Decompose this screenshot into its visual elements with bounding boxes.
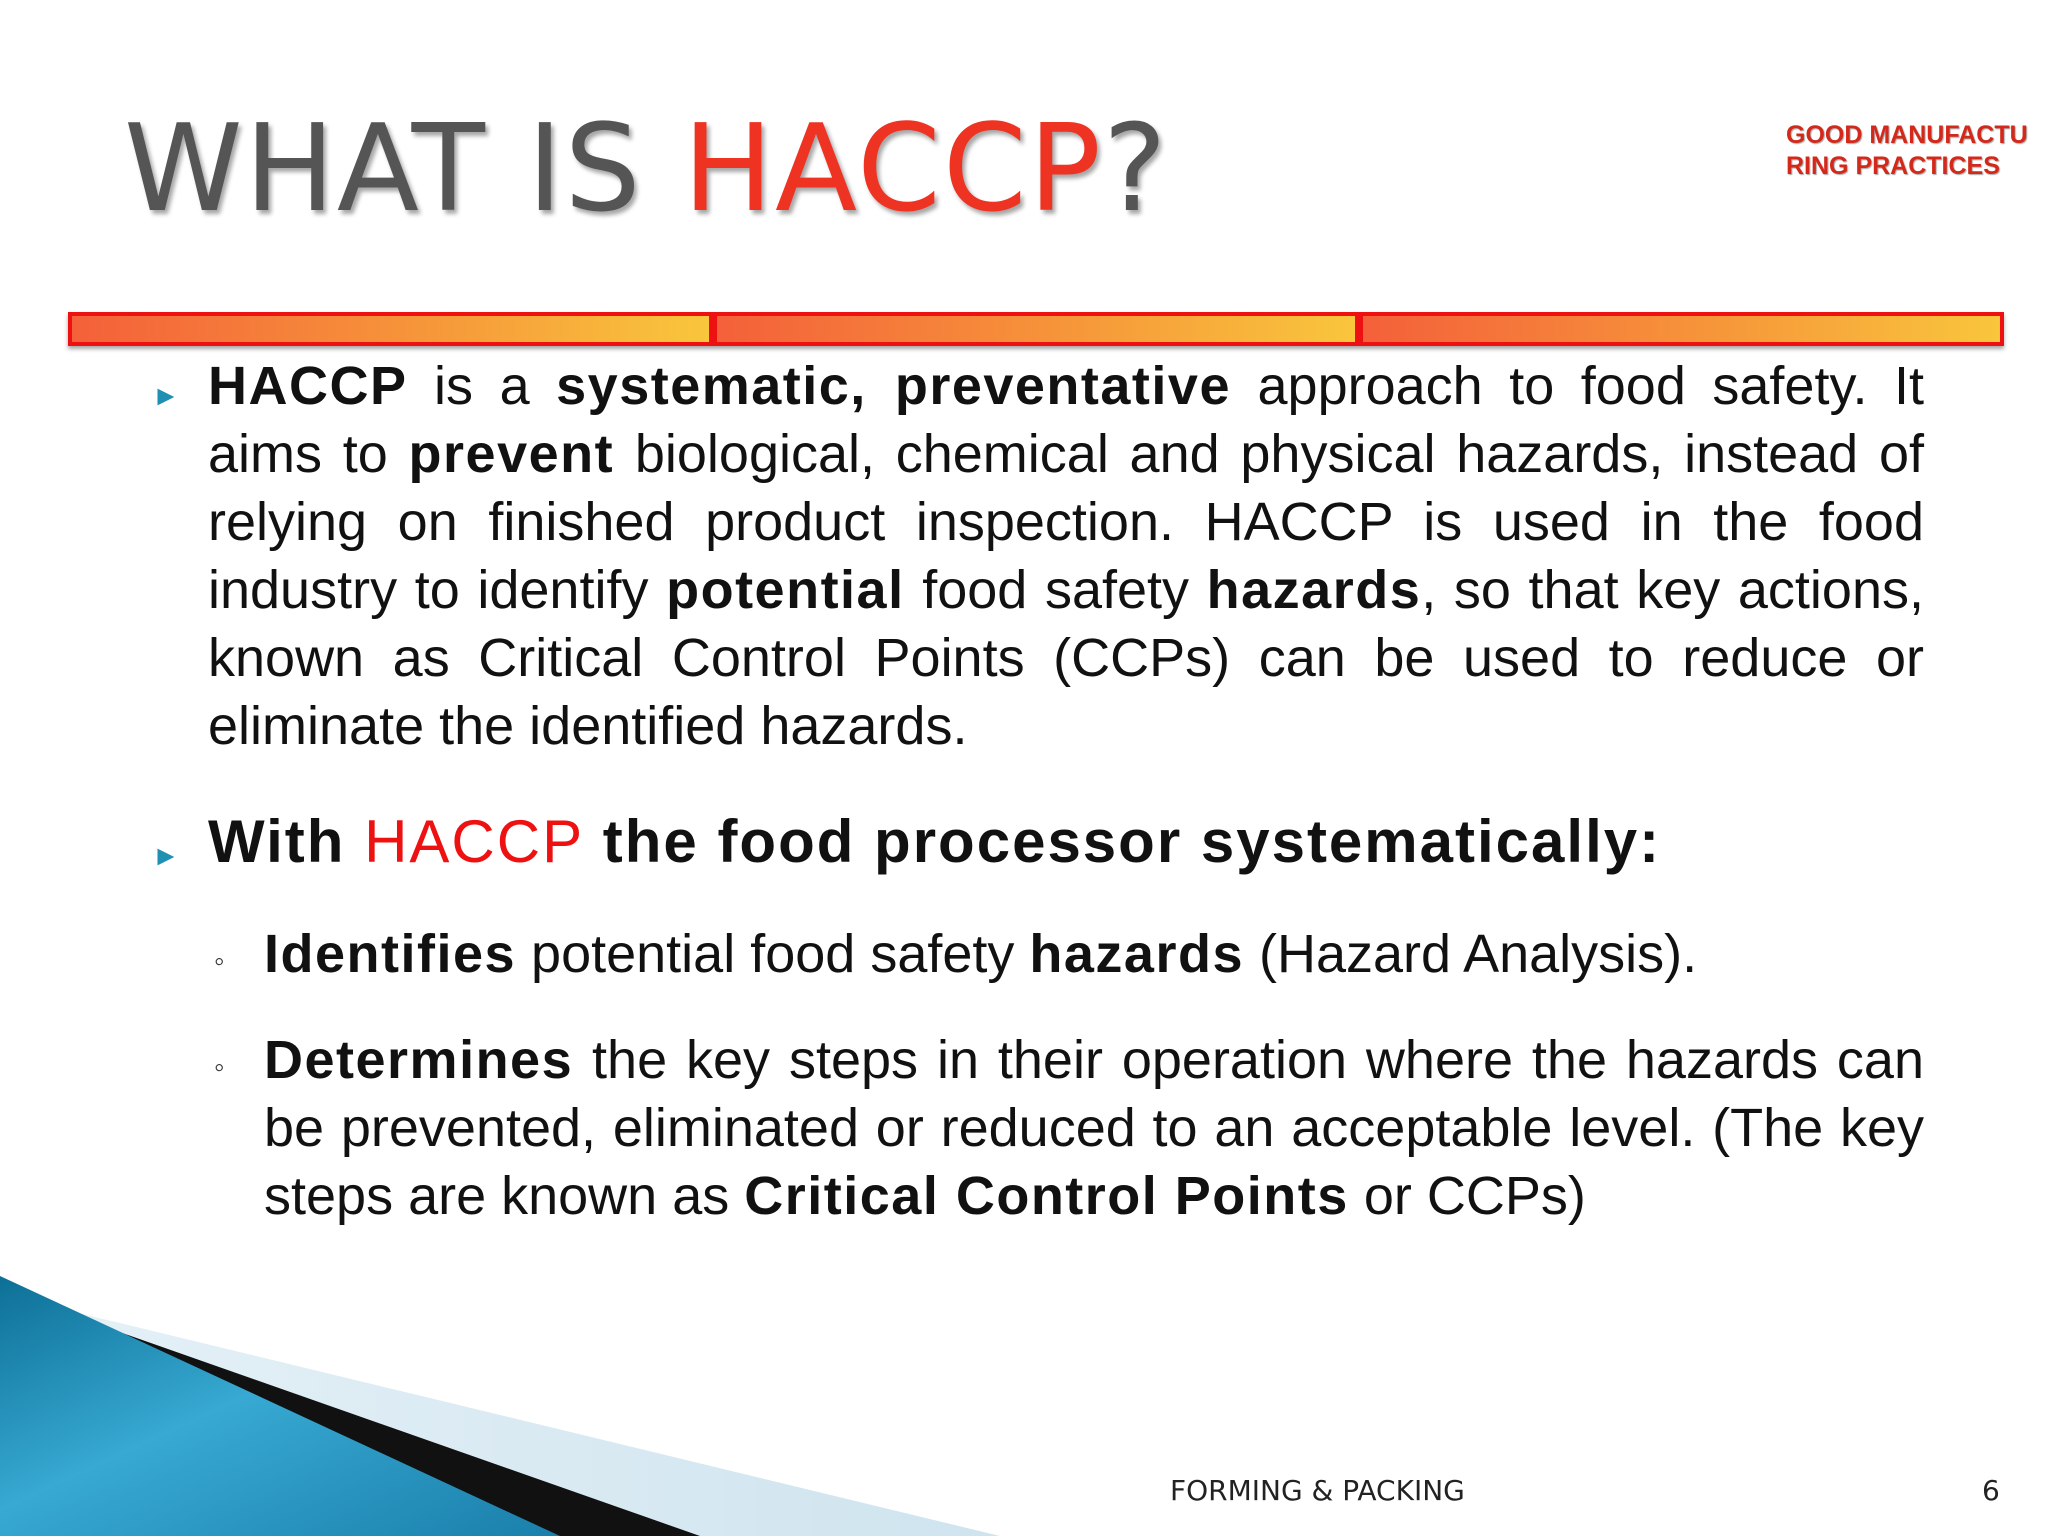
brand-label: GOOD MANUFACTURING PRACTICES xyxy=(1786,121,2028,180)
corner-blue-band xyxy=(0,1276,560,1536)
triangle-bullet-icon: ► xyxy=(152,380,180,411)
text-run: approach to food safety. It aims to xyxy=(208,356,1924,484)
bullet-haccp-definition xyxy=(152,352,1924,760)
ring-bullet-icon: ◦ xyxy=(214,1051,225,1084)
divider-segment xyxy=(68,312,713,346)
text-run-highlight: HACCP xyxy=(364,808,585,875)
text-run: (Hazard Analysis). xyxy=(1243,924,1698,984)
text-run: potential food safety xyxy=(516,924,1030,984)
sub-bullet-identifies xyxy=(214,920,1924,988)
text-run: HACCP xyxy=(208,356,408,416)
title-lead: WHAT IS xyxy=(124,100,683,239)
text-run: food safety xyxy=(904,560,1207,620)
text-run: biological, chemical and physical hazards, instead of relying on finished product inspection. HACCP is used in the food industry to identify xyxy=(208,424,1924,620)
text-run: hazards xyxy=(1029,924,1244,984)
text-run: Determines xyxy=(264,1030,574,1090)
divider-segment xyxy=(713,312,1358,346)
text-run: , so that key actions, known as Critical Control Points (CCPs) can be used to reduce or eliminate the identified hazards. xyxy=(208,560,1924,756)
text-run: systematic, preventative xyxy=(556,356,1231,416)
triangle-bullet-icon: ► xyxy=(152,840,182,871)
title-tail: ? xyxy=(1102,100,1169,239)
text-run: is a xyxy=(407,356,557,416)
corner-decoration xyxy=(0,1270,1000,1536)
bullet-processor-heading xyxy=(152,806,1924,878)
text-run: hazards xyxy=(1206,560,1422,620)
text-run: With xyxy=(208,808,365,875)
text-run: Critical Control Points xyxy=(744,1166,1349,1226)
sub-bullet-determines xyxy=(214,1026,1924,1230)
text-run: the food processor systematically: xyxy=(584,808,1662,875)
text-run: or CCPs) xyxy=(1348,1166,1586,1226)
text-run: prevent xyxy=(408,424,615,484)
ring-bullet-icon: ◦ xyxy=(214,945,225,978)
footer-label: FORMING & PACKING xyxy=(1170,1474,1465,1507)
page-number: 6 xyxy=(1982,1474,2000,1507)
divider-segment xyxy=(1359,312,2004,346)
title-accent: HACCP xyxy=(682,100,1103,239)
text-run: the key steps in their operation where the hazards can be prevented, eliminated or reduced to an acceptable level. (The key steps are known as xyxy=(264,1030,1924,1226)
slide-title xyxy=(124,100,1169,240)
header-divider xyxy=(68,312,2004,346)
text-run: Identifies xyxy=(264,924,517,984)
text-run: potential xyxy=(666,560,905,620)
